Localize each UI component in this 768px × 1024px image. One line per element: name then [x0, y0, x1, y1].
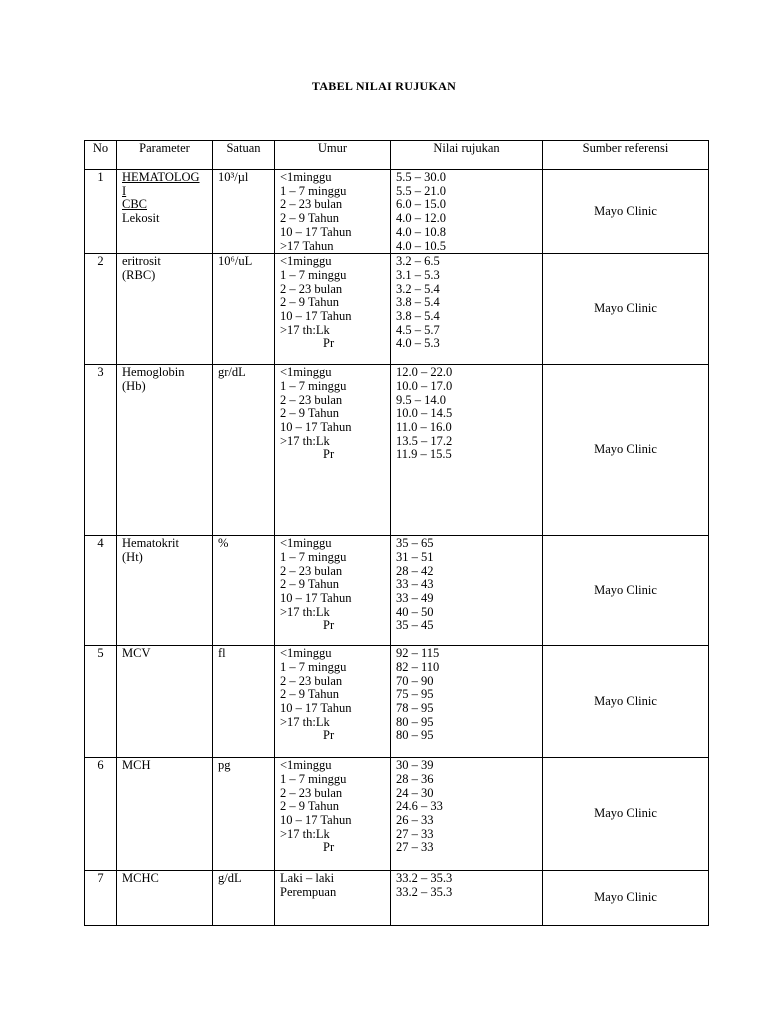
age-cell: [275, 758, 391, 871]
reference-value-line: 75 – 95: [396, 687, 434, 702]
header-no: No: [85, 141, 117, 170]
reference-value-line: 35 – 65: [396, 536, 434, 551]
source-cell: Mayo Clinic: [543, 170, 709, 254]
source-cell: Mayo Clinic: [543, 365, 709, 536]
age-line: >17 Tahun: [280, 238, 334, 253]
row-number: 6: [85, 758, 117, 871]
table-row: [85, 646, 709, 758]
reference-value-line: 28 – 42: [396, 563, 434, 578]
age-line: <1minggu: [280, 365, 332, 380]
age-line: 2 – 23 bulan: [280, 392, 343, 407]
reference-value-line: 3.1 – 5.3: [396, 267, 440, 282]
source-cell: Mayo Clinic: [543, 536, 709, 646]
parameter-cell: [117, 536, 213, 646]
reference-value-line: 3.8 – 5.4: [396, 295, 440, 310]
reference-value-cell: [391, 646, 543, 758]
reference-value-line: 10.0 – 14.5: [396, 406, 453, 421]
parameter-cell: [117, 254, 213, 365]
header-satuan: Satuan: [213, 141, 275, 170]
reference-value-line: 26 – 33: [396, 813, 434, 828]
reference-value-cell: [391, 871, 543, 926]
reference-value-line: 31 – 51: [396, 549, 434, 564]
age-line: 10 – 17 Tahun: [280, 591, 352, 606]
age-line: <1minggu: [280, 646, 332, 661]
parameter-line: MCV: [122, 646, 151, 661]
reference-value-line: 33 – 49: [396, 591, 434, 606]
reference-value-line: 33 – 43: [396, 577, 434, 592]
source-cell: Mayo Clinic: [543, 758, 709, 871]
age-line: 2 – 9 Tahun: [280, 799, 339, 814]
age-line: Pr: [323, 618, 335, 633]
unit-cell: 10⁶/uL: [213, 254, 275, 365]
reference-value-line: 5.5 – 30.0: [396, 170, 446, 184]
reference-value-line: 33.2 – 35.3: [396, 884, 453, 899]
age-cell: [275, 254, 391, 365]
parameter-line: I: [122, 183, 127, 198]
age-line: 2 – 23 bulan: [280, 197, 343, 212]
age-line: 10 – 17 Tahun: [280, 309, 352, 324]
age-line: 1 – 7 minggu: [280, 771, 347, 786]
age-line: 1 – 7 minggu: [280, 183, 347, 198]
reference-value-line: 78 – 95: [396, 701, 434, 716]
reference-value-line: 80 – 95: [396, 728, 434, 743]
header-nilai-rujukan: Nilai rujukan: [391, 141, 543, 170]
age-line: 1 – 7 minggu: [280, 378, 347, 393]
age-line: 2 – 9 Tahun: [280, 295, 339, 310]
reference-value-cell: [391, 758, 543, 871]
reference-value-line: 27 – 33: [396, 840, 434, 855]
parameter-line: Hematokrit: [122, 536, 179, 551]
unit-cell: g/dL: [213, 871, 275, 926]
reference-value-line: 4.0 – 10.5: [396, 238, 446, 253]
age-line: <1minggu: [280, 758, 332, 773]
age-cell: [275, 536, 391, 646]
age-line: 1 – 7 minggu: [280, 267, 347, 282]
age-line: >17 th:Lk: [280, 433, 330, 448]
age-cell: [275, 646, 391, 758]
age-line: 2 – 23 bulan: [280, 563, 343, 578]
age-line: 2 – 23 bulan: [280, 281, 343, 296]
age-line: Pr: [323, 447, 335, 462]
table-row: [85, 536, 709, 646]
reference-value-line: 27 – 33: [396, 826, 434, 841]
reference-value-line: 11.9 – 15.5: [396, 447, 452, 462]
parameter-line: (Ht): [122, 549, 143, 564]
reference-value-cell: [391, 170, 543, 254]
reference-value-line: 35 – 45: [396, 618, 434, 633]
row-number: 4: [85, 536, 117, 646]
age-cell: [275, 170, 391, 254]
unit-cell: fl: [213, 646, 275, 758]
reference-value-line: 4.0 – 12.0: [396, 211, 446, 226]
reference-value-line: 9.5 – 14.0: [396, 392, 446, 407]
reference-value-line: 92 – 115: [396, 646, 440, 661]
age-line: 2 – 9 Tahun: [280, 577, 339, 592]
table-row: [85, 758, 709, 871]
age-line: 2 – 23 bulan: [280, 673, 343, 688]
source-cell: Mayo Clinic: [543, 646, 709, 758]
age-line: Perempuan: [280, 884, 337, 899]
row-number: 1: [85, 170, 117, 254]
parameter-line: Lekosit: [122, 211, 160, 226]
reference-value-line: 5.5 – 21.0: [396, 183, 446, 198]
age-line: >17 th:Lk: [280, 322, 330, 337]
reference-value-line: 3.2 – 6.5: [396, 254, 440, 269]
parameter-cell: [117, 871, 213, 926]
age-line: 2 – 9 Tahun: [280, 687, 339, 702]
reference-value-line: 13.5 – 17.2: [396, 433, 453, 448]
parameter-line: MCHC: [122, 871, 159, 886]
reference-value-line: 4.5 – 5.7: [396, 322, 440, 337]
age-line: 10 – 17 Tahun: [280, 224, 352, 239]
age-cell: [275, 871, 391, 926]
header-sumber-referensi: Sumber referensi: [543, 141, 709, 170]
parameter-line: MCH: [122, 758, 151, 773]
parameter-line: eritrosit: [122, 254, 161, 269]
reference-value-line: 12.0 – 22.0: [396, 365, 453, 380]
age-line: Laki – laki: [280, 871, 335, 886]
unit-cell: %: [213, 536, 275, 646]
reference-value-line: 40 – 50: [396, 604, 434, 619]
reference-value-line: 6.0 – 15.0: [396, 197, 446, 212]
header-umur: Umur: [275, 141, 391, 170]
reference-value-line: 11.0 – 16.0: [396, 420, 452, 435]
table-row: [85, 871, 709, 926]
age-cell: [275, 365, 391, 536]
parameter-line: CBC: [122, 197, 148, 212]
reference-value-cell: [391, 365, 543, 536]
reference-value-line: 4.0 – 10.8: [396, 224, 446, 239]
parameter-cell: [117, 365, 213, 536]
reference-value-line: 82 – 110: [396, 659, 440, 674]
document-title: TABEL NILAI RUJUKAN: [311, 79, 457, 93]
age-line: <1minggu: [280, 254, 332, 269]
reference-values-table: [84, 140, 709, 926]
age-line: >17 th:Lk: [280, 714, 330, 729]
row-number: 7: [85, 871, 117, 926]
age-line: 1 – 7 minggu: [280, 549, 347, 564]
source-cell: Mayo Clinic: [543, 871, 709, 926]
age-line: 10 – 17 Tahun: [280, 420, 352, 435]
age-line: 1 – 7 minggu: [280, 659, 347, 674]
parameter-line: (Hb): [122, 378, 146, 393]
row-number: 3: [85, 365, 117, 536]
parameter-cell: [117, 758, 213, 871]
row-number: 5: [85, 646, 117, 758]
table-row: [85, 170, 709, 254]
reference-value-line: 10.0 – 17.0: [396, 378, 453, 393]
table-row: [85, 365, 709, 536]
parameter-line: HEMATOLOG: [122, 170, 200, 184]
reference-value-line: 4.0 – 5.3: [396, 336, 440, 351]
reference-value-line: 28 – 36: [396, 771, 434, 786]
reference-value-line: 24 – 30: [396, 785, 434, 800]
age-line: 2 – 9 Tahun: [280, 406, 339, 421]
age-line: 2 – 9 Tahun: [280, 211, 339, 226]
age-line: >17 th:Lk: [280, 604, 330, 619]
age-line: 2 – 23 bulan: [280, 785, 343, 800]
age-line: 10 – 17 Tahun: [280, 813, 352, 828]
age-line: >17 th:Lk: [280, 826, 330, 841]
age-line: Pr: [323, 336, 335, 351]
table-header-row: [85, 141, 709, 170]
source-cell: Mayo Clinic: [543, 254, 709, 365]
reference-value-cell: [391, 254, 543, 365]
parameter-cell: [117, 646, 213, 758]
age-line: <1minggu: [280, 170, 332, 184]
unit-cell: pg: [213, 758, 275, 871]
age-line: Pr: [323, 728, 335, 743]
reference-value-line: 24.6 – 33: [396, 799, 443, 814]
reference-value-line: 3.2 – 5.4: [396, 281, 440, 296]
parameter-line: (RBC): [122, 267, 156, 282]
header-parameter: Parameter: [117, 141, 213, 170]
reference-value-line: 3.8 – 5.4: [396, 309, 440, 324]
reference-value-cell: [391, 536, 543, 646]
age-line: 10 – 17 Tahun: [280, 701, 352, 716]
table-row: [85, 254, 709, 365]
parameter-line: Hemoglobin: [122, 365, 185, 380]
unit-cell: gr/dL: [213, 365, 275, 536]
reference-value-line: 70 – 90: [396, 673, 434, 688]
row-number: 2: [85, 254, 117, 365]
unit-cell: 10³/µl: [213, 170, 275, 254]
age-line: <1minggu: [280, 536, 332, 551]
age-line: Pr: [323, 840, 335, 855]
parameter-cell: [117, 170, 213, 254]
reference-value-line: 33.2 – 35.3: [396, 871, 453, 886]
reference-value-line: 80 – 95: [396, 714, 434, 729]
reference-value-line: 30 – 39: [396, 758, 434, 773]
